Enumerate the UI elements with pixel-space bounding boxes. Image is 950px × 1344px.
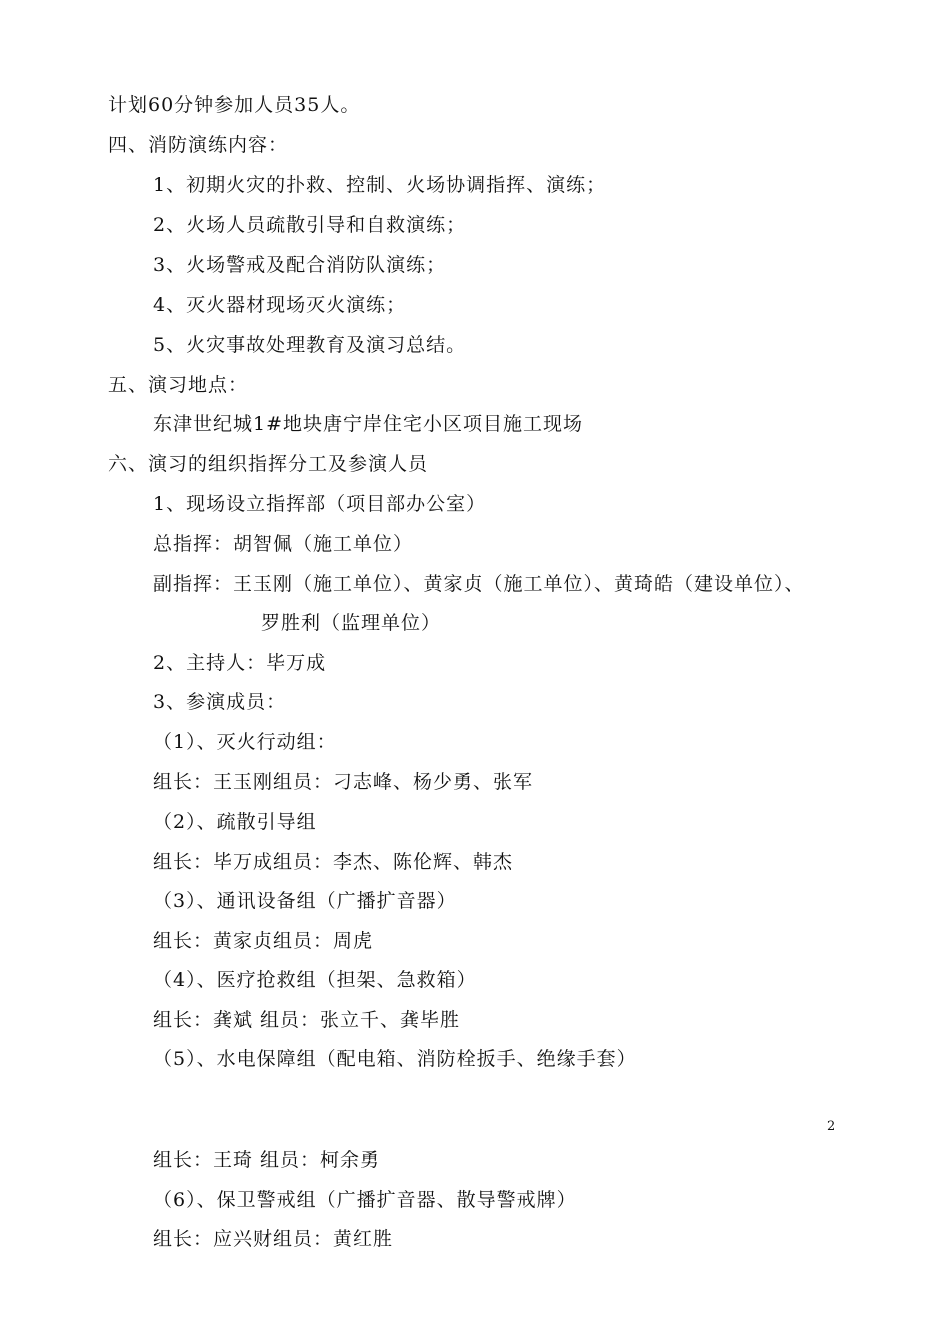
- group-5-heading: （5）、水电保障组（配电箱、消防栓扳手、绝缘手套）: [153, 1048, 637, 1070]
- group-2-members: 组长：毕万成组员：李杰、陈伦辉、韩杰: [153, 851, 514, 873]
- participants-heading: 3、参演成员：: [153, 691, 287, 713]
- host-line: 2、主持人：毕万成: [153, 652, 327, 674]
- section-heading-drill-content: 四、消防演练内容：: [108, 134, 289, 156]
- group-4-heading: （4）、医疗抢救组（担架、急救箱）: [153, 969, 477, 991]
- location-text: 东津世纪城1#地块唐宁岸住宅小区项目施工现场: [153, 413, 584, 435]
- list-item-content-3: 3、火场警戒及配合消防队演练；: [153, 254, 447, 276]
- group-4-members: 组长：龚斌 组员：张立千、龚毕胜: [153, 1009, 461, 1031]
- deputy-commander-continuation: 罗胜利（监理单位）: [261, 612, 442, 634]
- list-item-content-1: 1、初期火灾的扑救、控制、火场协调指挥、演练；: [153, 174, 607, 196]
- deputy-commander-line: 副指挥：王玉刚（施工单位）、黄家贞（施工单位）、黄琦皓（建设单位）、: [153, 573, 805, 595]
- page-number: 2: [827, 1119, 836, 1134]
- text-line-plan-duration: 计划60分钟参加人员35人。: [108, 94, 361, 116]
- list-item-content-4: 4、灭火器材现场灭火演练；: [153, 294, 407, 316]
- group-3-heading: （3）、通讯设备组（广播扩音器）: [153, 890, 457, 912]
- group-6-members: 组长：应兴财组员：黄红胜: [153, 1228, 394, 1250]
- section-heading-organization: 六、演习的组织指挥分工及参演人员: [108, 453, 429, 475]
- group-3-members: 组长：黄家贞组员：周虎: [153, 930, 374, 952]
- group-1-members: 组长：王玉刚组员：刁志峰、杨少勇、张军: [153, 771, 534, 793]
- org-item-headquarters: 1、现场设立指挥部（项目部办公室）: [153, 493, 487, 515]
- group-2-heading: （2）、疏散引导组: [153, 811, 317, 833]
- group-1-heading: （1）、灭火行动组：: [153, 731, 337, 753]
- group-6-heading: （6）、保卫警戒组（广播扩音器、散导警戒牌）: [153, 1189, 577, 1211]
- commander-line: 总指挥：胡智佩（施工单位）: [153, 533, 414, 555]
- list-item-content-2: 2、火场人员疏散引导和自救演练；: [153, 214, 467, 236]
- section-heading-location: 五、演习地点：: [108, 374, 249, 396]
- group-5-members: 组长：王琦 组员：柯余勇: [153, 1149, 381, 1171]
- list-item-content-5: 5、火灾事故处理教育及演习总结。: [153, 334, 467, 356]
